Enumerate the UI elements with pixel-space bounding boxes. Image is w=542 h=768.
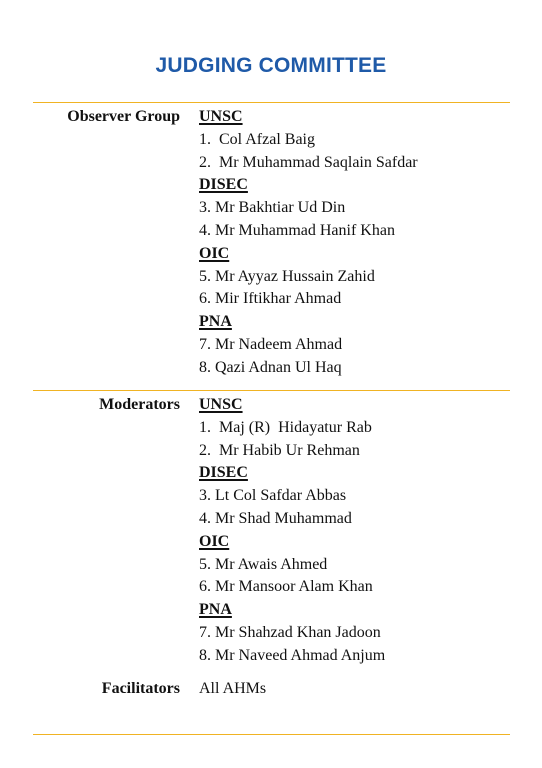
list-item: 7. Mr Shahzad Khan Jadoon: [199, 623, 381, 641]
list-item: 7. Mr Nadeem Ahmad: [199, 335, 343, 353]
list-item: 4. Mr Muhammad Hanif Khan: [199, 221, 395, 239]
section-label: Observer Group: [67, 108, 180, 125]
list-item: 2. Mr Muhammad Saqlain Safdar: [199, 153, 418, 171]
section-label: Moderators: [99, 396, 180, 413]
list-item: 5. Mr Awais Ahmed: [199, 555, 328, 573]
section-members: [199, 106, 418, 380]
list-item: 3. Mr Bakhtiar Ud Din: [199, 199, 346, 217]
section-members: [199, 394, 385, 668]
list-item: 2. Mr Habib Ur Rehman: [199, 441, 360, 459]
page-title: JUDGING COMMITTEE: [155, 54, 387, 77]
list-item: 1. Maj (R) Hidayatur Rab: [199, 418, 372, 436]
group-heading-oic: OIC: [199, 244, 230, 262]
section-members: [199, 678, 266, 701]
list-item: 6. Mr Mansoor Alam Khan: [199, 578, 373, 596]
group-heading-disec: DISEC: [199, 176, 248, 194]
facilitators-value: All AHMs: [199, 680, 267, 697]
divider-top: [33, 102, 510, 103]
section-label: Facilitators: [101, 680, 180, 697]
group-heading-pna: PNA: [199, 601, 232, 619]
group-heading-oic: OIC: [199, 532, 230, 550]
list-item: 6. Mir Iftikhar Ahmad: [199, 290, 342, 308]
list-item: 5. Mr Ayyaz Hussain Zahid: [199, 267, 375, 285]
group-heading-unsc: UNSC: [199, 108, 243, 125]
list-item: 3. Lt Col Safdar Abbas: [199, 487, 347, 505]
list-item: 4. Mr Shad Muhammad: [199, 509, 352, 527]
list-item: 8. Qazi Adnan Ul Haq: [199, 358, 342, 376]
divider-middle: [33, 390, 510, 391]
group-heading-disec: DISEC: [199, 464, 248, 482]
group-heading-unsc: UNSC: [199, 396, 243, 413]
group-heading-pna: PNA: [199, 313, 232, 331]
divider-bottom: [33, 734, 510, 735]
list-item: 8. Mr Naveed Ahmad Anjum: [199, 646, 386, 664]
list-item: 1. Col Afzal Baig: [199, 130, 315, 148]
